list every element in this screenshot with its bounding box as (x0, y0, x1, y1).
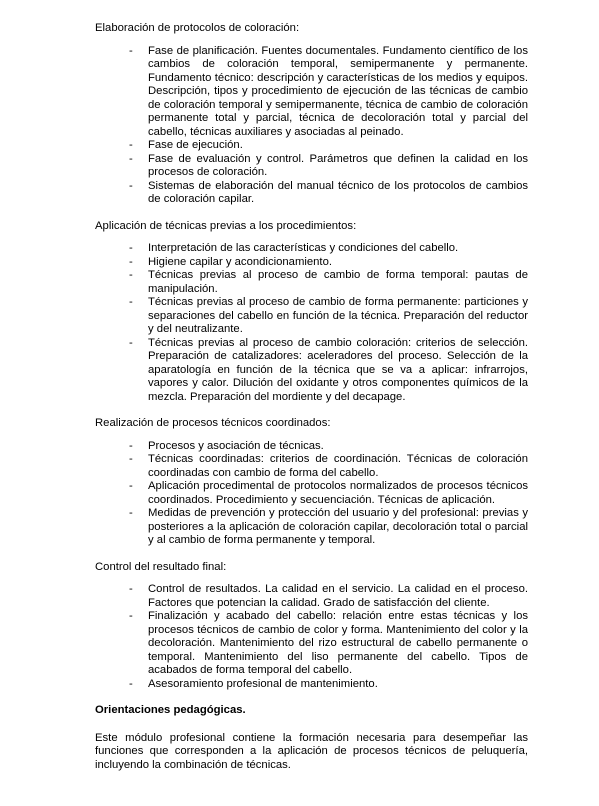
list-item: - Finalización y acabado del cabello: relación entre estas técnicas y los procesos técnicos de cambio de color y forma. Mantenimiento del color y la decoloración. Mantenimiento del rizo estructural de cabello permanente o temporal. Mantenimiento del liso permanente del cabello. Tipos de acabados de forma temporal del cabello. (95, 610, 528, 678)
section-orientaciones (95, 704, 528, 772)
list-item: - Sistemas de elaboración del manual técnico de los protocolos de cambios de coloración capilar. (95, 180, 528, 207)
section-protocolos (95, 22, 528, 207)
list-item: - Fase de ejecución. (95, 139, 528, 153)
section-control-resultado (95, 561, 528, 692)
list-item: - Técnicas coordinadas: criterios de coordinación. Técnicas de coloración coordinadas con cambio de forma del cabello. (95, 453, 528, 480)
item-list (95, 583, 528, 691)
item-list (95, 45, 528, 207)
document-page (95, 22, 528, 772)
item-list (95, 440, 528, 548)
section-procesos-coordinados (95, 417, 528, 548)
list-item: - Técnicas previas al proceso de cambio coloración: criterios de selección. Preparación de catalizadores: aceleradores del proceso. Selección de la aparatología en función de la técnica que se va a aplicar: infrarrojos, vapores y calor. Dilución del oxidante y otros componentes químicos de la mezcla. Preparación del mordiente y del decapage. (95, 337, 528, 405)
list-item: - Fase de evaluación y control. Parámetros que definen la calidad en los procesos de coloración. (95, 153, 528, 180)
section-tecnicas-previas (95, 220, 528, 405)
list-item: - Técnicas previas al proceso de cambio de forma permanente: particiones y separaciones del cabello en función de la técnica. Preparación del reductor y del neutralizante. (95, 296, 528, 337)
orientaciones-heading: Orientaciones pedagógicas. (95, 704, 246, 716)
section-title: Control del resultado final: (95, 560, 227, 573)
item-list (95, 242, 528, 404)
list-item: - Fase de planificación. Fuentes documentales. Fundamento científico de los cambios de coloración temporal, semipermanente y permanente. Fundamento técnico: descripción y características de los medios y equipos. Descripción, tipos y procedimiento de ejecución de las técnicas de cambio de coloración temporal y semipermanente, técnica de cambio de coloración permanente total y parcial, técnica de decoloración total y parcial del cabello, técnicas auxiliares y asociadas al peinado. (95, 45, 528, 140)
orientaciones-paragraph: Este módulo profesional contiene la formación necesaria para desempeñar las funciones que corresponden a la aplicación de procesos técnicos de peluquería, incluyendo la combinación de técnicas. (95, 731, 528, 771)
list-item: - Control de resultados. La calidad en el servicio. La calidad en el proceso. Factores que potencian la calidad. Grado de satisfacción del cliente. (95, 583, 528, 610)
list-item: - Técnicas previas al proceso de cambio de forma temporal: pautas de manipulación. (95, 269, 528, 296)
section-title: Realización de procesos técnicos coordinados: (95, 417, 331, 429)
list-item: - Asesoramiento profesional de mantenimiento. (95, 678, 528, 692)
list-item: - Procesos y asociación de técnicas. (95, 440, 528, 454)
section-title: Elaboración de protocolos de coloración: (95, 22, 300, 34)
list-item: - Medidas de prevención y protección del usuario y del profesional: previas y posteriores a la aplicación de coloración capilar, decoloración total o parcial y al cambio de forma permanente y temporal. (95, 507, 528, 548)
list-item: - Aplicación procedimental de protocolos normalizados de procesos técnicos coordinados. Procedimiento y secuenciación. Técnicas de aplicación. (95, 480, 528, 507)
list-item: - Interpretación de las características y condiciones del cabello. (95, 242, 528, 256)
section-title: Aplicación de técnicas previas a los procedimientos: (95, 219, 357, 232)
list-item: - Higiene capilar y acondicionamiento. (95, 256, 528, 270)
